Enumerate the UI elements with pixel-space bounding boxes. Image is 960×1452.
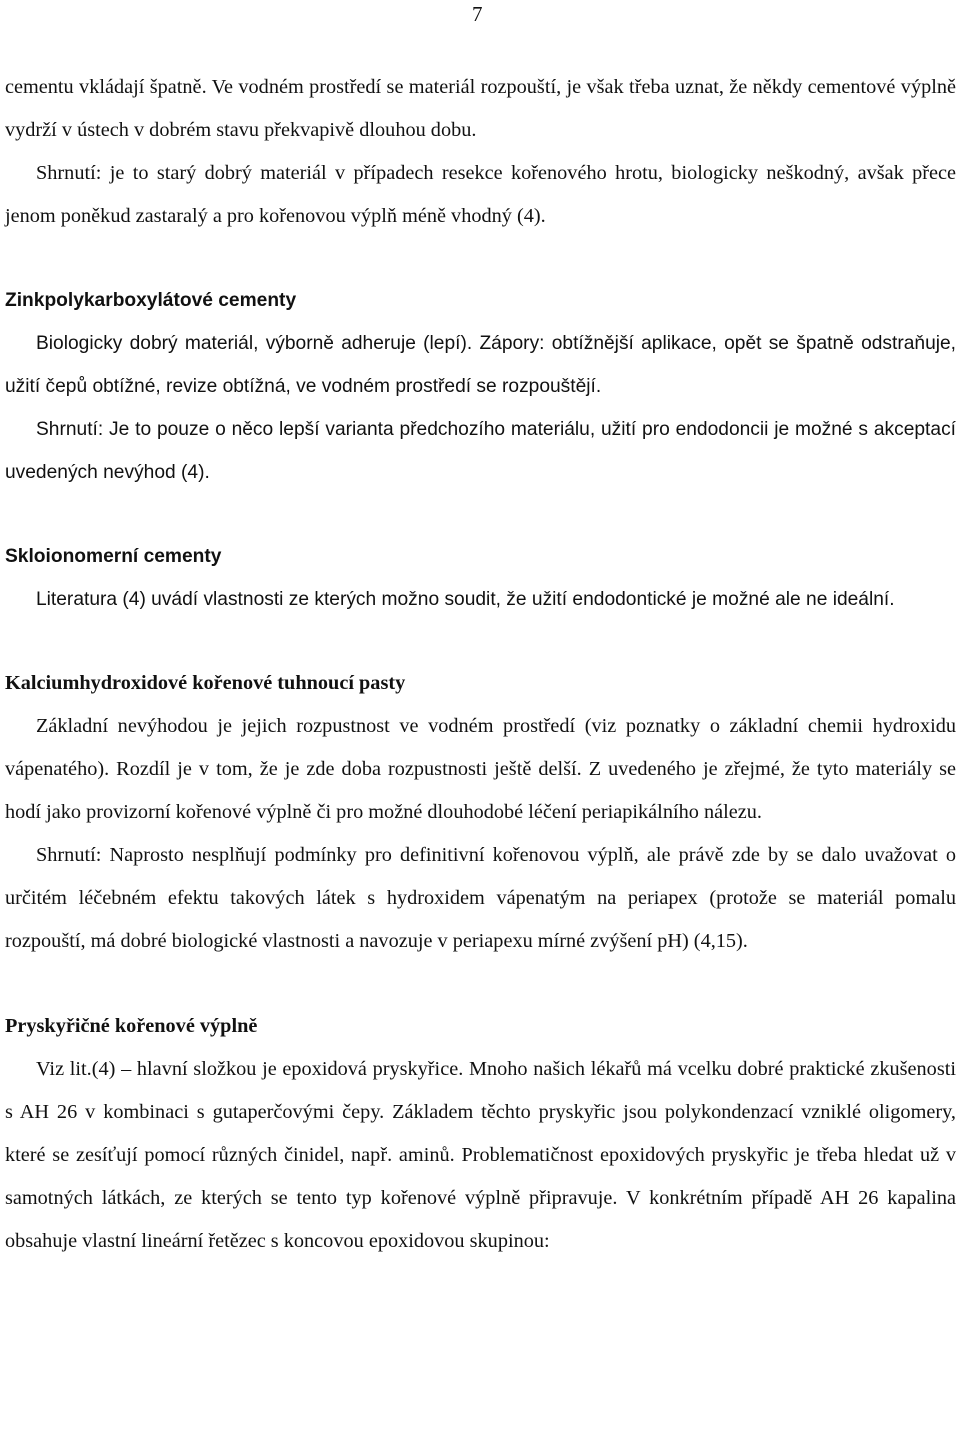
section-heading-kalciumhydroxidove: Kalciumhydroxidové kořenové tuhnoucí pasty [5,672,406,694]
section-paragraph: Literatura (4) uvádí vlastnosti ze kterých možno soudit, že užití endodontické je možné ale ne ideální. [36,589,895,610]
section-heading-pryskyricne: Pryskyřičné kořenové výplně [5,1015,258,1037]
section-paragraph: Základní nevýhodou je jejich rozpustnost ve vodném prostředí (viz poznatky o základní chemii hydroxidu vápenatého). Rozdíl je v tom, že je zde doba rozpustnosti ještě delší. Z uvedeného je zřejmé, že tyto materiály se hodí jako provizorní kořenové výplně či pro možné dlouhodobé léčení periapikálního nálezu. [5,715,956,823]
section-spacer [5,621,956,662]
section-spacer [5,494,956,535]
page-number: 7 [472,2,483,26]
section-spacer [5,963,956,1005]
page-body [5,66,956,1263]
section-summary-paragraph: Shrnutí: Je to pouze o něco lepší varianta předchozího materiálu, užití pro endodoncii je možné s akceptací uvedených nevýhod (4). [5,419,956,483]
section-paragraph: Biologicky dobrý materiál, výborně adheruje (lepí). Zápory: obtížnější aplikace, opět se špatně odstraňuje, užití čepů obtížné, revize obtížná, ve vodném prostředí se rozpouštějí. [5,333,956,397]
intro-summary-paragraph: Shrnutí: je to starý dobrý materiál v případech resekce kořenového hrotu, biologicky neškodný, avšak přece jenom poněkud zastaralý a pro kořenovou výplň méně vhodný (4). [5,162,956,227]
section-summary-paragraph: Shrnutí: Naprosto nesplňují podmínky pro definitivní kořenovou výplň, ale právě zde by se dalo uvažovat o určitém léčebném efektu takových látek s hydroxidem vápenatým na periapex (protože se materiál pomalu rozpouští, má dobré biologické vlastnosti a navozuje v periapexu mírné zvýšení pH) (4,15). [5,844,956,952]
section-heading-zinkpolykarboxylatove: Zinkpolykarboxylátové cementy [5,290,297,311]
section-spacer [5,238,956,279]
intro-paragraph: cementu vkládají špatně. Ve vodném prostředí se materiál rozpouští, je však třeba uznat, že někdy cementové výplně vydrží v ústech v dobrém stavu překvapivě dlouhou dobu. [5,76,956,141]
section-heading-skloionomerni: Skloionomerní cementy [5,546,222,567]
section-paragraph: Viz lit.(4) – hlavní složkou je epoxidová pryskyřice. Mnoho našich lékařů má vcelku dobré praktické zkušenosti s AH 26 v kombinaci s gutaperčovými čepy. Základem těchto pryskyřic jsou polykondenzací vzniklé oligomery, které se zesíťují pomocí různých činidel, např. aminů. Problematičnost epoxidových pryskyřic je třeba hledat už v samotných látkách, ze kterých se tento typ kořenové výplně připravuje. V konkrétním případě AH 26 kapalina obsahuje vlastní lineární řetězec s koncovou epoxidovou skupinou: [5,1058,956,1252]
